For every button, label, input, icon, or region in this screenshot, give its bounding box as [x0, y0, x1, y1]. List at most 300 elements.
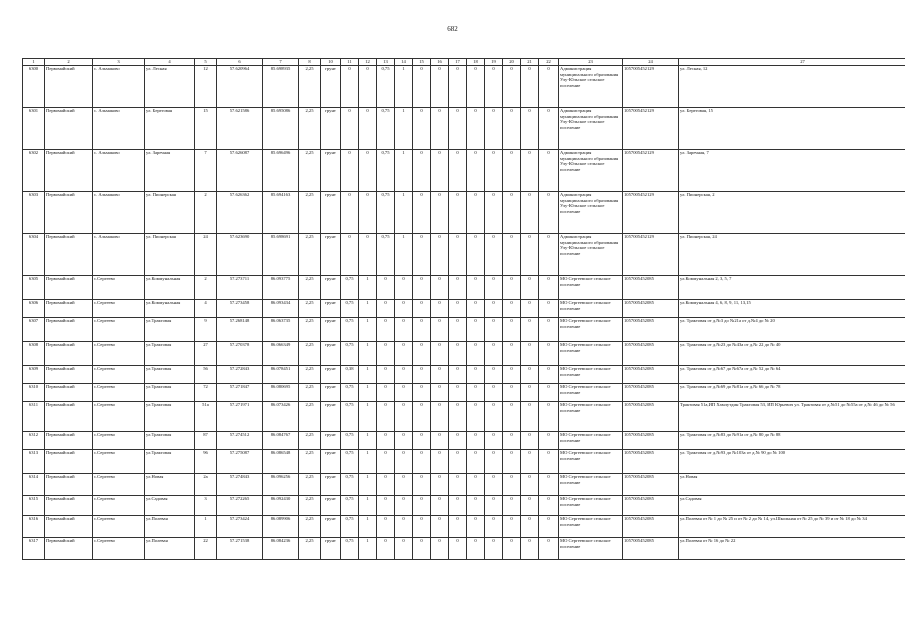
table-cell: с. Альмаково	[93, 108, 145, 150]
table-cell: 1	[195, 516, 217, 538]
table-cell: с.Сергеево	[93, 432, 145, 450]
table-cell: 0	[485, 538, 503, 560]
table-cell: 87	[195, 432, 217, 450]
table-cell: 0	[521, 234, 539, 276]
table-cell: 0	[413, 342, 431, 366]
table-cell: 86.096256	[263, 474, 299, 496]
table-cell: грунт	[321, 496, 341, 516]
table-cell: МО Сергеевское сельское поселение	[559, 300, 623, 318]
table-cell: 0	[449, 432, 467, 450]
table-cell: 0	[521, 108, 539, 150]
table-row	[23, 300, 905, 318]
table-cell: 0	[413, 66, 431, 108]
table-cell: грунт	[321, 318, 341, 342]
table-cell: 0	[449, 108, 467, 150]
table-cell: Администрация муниципального образования Улу-Юльское сельское поселение	[559, 234, 623, 276]
table-cell: 57.270378	[217, 342, 263, 366]
table-cell: 86.084236	[263, 538, 299, 560]
table-cell: Первомайский	[45, 108, 93, 150]
table-cell: 0	[467, 384, 485, 402]
table-cell: с.Сергеево	[93, 516, 145, 538]
table-cell: 0,75	[341, 450, 359, 474]
table-cell: 57.623690	[217, 234, 263, 276]
table-cell: 0	[449, 234, 467, 276]
table-cell: 57.273458	[217, 300, 263, 318]
table-cell: с.Сергеево	[93, 450, 145, 474]
table-cell: Трактовая 51а,ИП Хамлутдин Трактовая 53, ИП Юрьевич ул. Трактовая от д.№51 до №55а от д.№ 46 до № 56	[679, 402, 905, 432]
table-cell: 0	[485, 192, 503, 234]
table-cell: 0	[539, 516, 559, 538]
table-cell: 0	[395, 474, 413, 496]
table-cell: с. Альмаково	[93, 192, 145, 234]
table-cell: 57.626362	[217, 192, 263, 234]
table-cell: 7	[195, 150, 217, 192]
table-cell: 0	[467, 450, 485, 474]
table-cell: 0	[359, 192, 377, 234]
table-cell: ул. Трактовая от д.№67 до №67а от д.№ 52 до № 64	[679, 366, 905, 384]
table-cell: 0	[377, 432, 395, 450]
table-cell: Администрация муниципального образования Улу-Юльское сельское поселение	[559, 108, 623, 150]
table-row	[23, 384, 905, 402]
table-cell: ул.Трактовая	[145, 342, 195, 366]
table-cell: 0	[539, 150, 559, 192]
table-cell: 57.272265	[217, 496, 263, 516]
table-cell: 0	[539, 450, 559, 474]
table-cell: 0	[521, 276, 539, 300]
table-cell: 0	[503, 108, 521, 150]
table-cell: 56	[195, 366, 217, 384]
table-cell: 0	[395, 402, 413, 432]
table-cell: 0	[521, 402, 539, 432]
table-cell: 0	[485, 384, 503, 402]
table-cell: Первомайский	[45, 516, 93, 538]
table-cell: 0	[539, 234, 559, 276]
table-cell: 0	[485, 66, 503, 108]
table-cell: 1	[359, 300, 377, 318]
table-cell: 0	[521, 66, 539, 108]
table-cell: Первомайский	[45, 402, 93, 432]
table-cell: 0	[377, 276, 395, 300]
column-number: 24	[623, 59, 679, 66]
table-cell: 86.084767	[263, 432, 299, 450]
table-cell: 1057005452085	[623, 366, 679, 384]
table-cell: 6301	[23, 108, 45, 150]
table-cell: 86.080695	[263, 384, 299, 402]
table-cell: 0	[521, 366, 539, 384]
table-cell: 0	[341, 108, 359, 150]
table-cell: 0	[413, 366, 431, 384]
table-cell: 2,25	[299, 276, 321, 300]
table-cell: 0	[539, 192, 559, 234]
table-cell: 12	[195, 66, 217, 108]
table-cell: 2,25	[299, 496, 321, 516]
column-number: 12	[359, 59, 377, 66]
table-cell: ул. Лесная, 12	[679, 66, 905, 108]
table-cell: 0	[503, 384, 521, 402]
table-row	[23, 150, 905, 192]
table-cell: 3	[195, 496, 217, 516]
table-cell: с.Сергеево	[93, 276, 145, 300]
table-cell: 0	[413, 150, 431, 192]
table-cell: с. Альмаково	[93, 150, 145, 192]
table-cell: 0	[485, 318, 503, 342]
table-cell: 0	[467, 432, 485, 450]
table-cell: 6300	[23, 66, 45, 108]
table-cell: 0	[377, 366, 395, 384]
table-row	[23, 234, 905, 276]
table-cell: 0	[467, 342, 485, 366]
column-number: 18	[467, 59, 485, 66]
table-cell: 0,75	[377, 108, 395, 150]
table-cell: ул. Пионерская	[145, 192, 195, 234]
table-cell: ул.Полевая	[145, 516, 195, 538]
column-number: 14	[395, 59, 413, 66]
table-cell: 0	[485, 432, 503, 450]
table-cell: грунт	[321, 150, 341, 192]
table-cell: 6309	[23, 366, 45, 384]
table-cell: грунт	[321, 300, 341, 318]
table-cell: ул.Полевая от № 1 до № 25 и от № 2 до № 14, ул.Школьная от № 25 до № 39 и от № 18 до № 34	[679, 516, 905, 538]
table-cell: 57.621586	[217, 108, 263, 150]
column-number: 27	[679, 59, 905, 66]
table-cell: МО Сергеевское сельское поселение	[559, 318, 623, 342]
table-cell: 0	[503, 300, 521, 318]
table-cell: 1	[395, 66, 413, 108]
table-cell: 2,25	[299, 318, 321, 342]
table-cell: ул.Новая	[679, 474, 905, 496]
table-cell: 57.274843	[217, 474, 263, 496]
table-cell: 0	[539, 108, 559, 150]
table-cell: 1057005452085	[623, 432, 679, 450]
table-cell: 0	[341, 192, 359, 234]
table-cell: 1	[359, 318, 377, 342]
table-cell: 0	[431, 108, 449, 150]
table-cell: 0	[449, 402, 467, 432]
table-cell: 0	[431, 342, 449, 366]
table-row	[23, 450, 905, 474]
table-cell: 6307	[23, 318, 45, 342]
table-cell: 1057005452085	[623, 402, 679, 432]
table-cell: МО Сергеевское сельское поселение	[559, 496, 623, 516]
table-cell: 0	[431, 474, 449, 496]
table-cell: 0	[539, 432, 559, 450]
table-cell: Первомайский	[45, 342, 93, 366]
table-cell: 1	[395, 234, 413, 276]
table-cell: 0	[521, 432, 539, 450]
table-cell: ул.Полевая от № 16 до № 22	[679, 538, 905, 560]
table-cell: 57.271538	[217, 538, 263, 560]
table-cell: 0	[413, 450, 431, 474]
table-cell: 0	[395, 366, 413, 384]
table-cell: 2,25	[299, 402, 321, 432]
table-cell: 0	[449, 474, 467, 496]
table-cell: 0,75	[341, 538, 359, 560]
table-cell: ул. Трактовая от д.№23 до №43а от д.№ 22 до № 40	[679, 342, 905, 366]
table-cell: 6314	[23, 474, 45, 496]
table-cell: 2,25	[299, 474, 321, 496]
table-cell: Первомайский	[45, 366, 93, 384]
table-cell: 1057005452129	[623, 192, 679, 234]
table-cell: 0	[503, 342, 521, 366]
table-row	[23, 496, 905, 516]
table-cell: 0	[467, 402, 485, 432]
table-cell: 51а	[195, 402, 217, 432]
table-cell: 0	[485, 150, 503, 192]
table-cell: 86.093775	[263, 276, 299, 300]
table-cell: 0	[503, 538, 521, 560]
table-cell: 0,75	[341, 300, 359, 318]
table-cell: грунт	[321, 234, 341, 276]
table-cell: 0	[503, 66, 521, 108]
table-cell: 0	[431, 234, 449, 276]
table-cell: 2	[195, 192, 217, 234]
table-cell: 0	[449, 342, 467, 366]
table-cell: ул. Пионерская, 24	[679, 234, 905, 276]
table-cell: 0	[413, 516, 431, 538]
table-cell: 0	[503, 150, 521, 192]
table-cell: 6308	[23, 342, 45, 366]
table-cell: 0	[377, 516, 395, 538]
table-cell: 0	[413, 432, 431, 450]
table-cell: 1	[395, 150, 413, 192]
registry-table	[22, 58, 905, 560]
table-cell: грунт	[321, 432, 341, 450]
table-cell: 0,38	[341, 366, 359, 384]
table-cell: Первомайский	[45, 192, 93, 234]
column-number: 5	[195, 59, 217, 66]
table-cell: Первомайский	[45, 234, 93, 276]
column-number: 2	[45, 59, 93, 66]
table-cell: 0	[413, 384, 431, 402]
table-cell: ул.Трактовая	[145, 450, 195, 474]
table-cell: ул.Трактовая	[145, 318, 195, 342]
table-cell: 1	[359, 342, 377, 366]
table-cell: 2,25	[299, 108, 321, 150]
table-cell: 0	[485, 276, 503, 300]
table-cell: ул. Трактовая от д.№93 до №103а от д.№ 90 до № 100	[679, 450, 905, 474]
table-cell: 1057005452129	[623, 150, 679, 192]
table-cell: ул. Береговая, 15	[679, 108, 905, 150]
table-cell: 0	[413, 108, 431, 150]
table-cell: ул.Полевая	[145, 538, 195, 560]
column-number: 8	[299, 59, 321, 66]
table-cell: 0	[467, 234, 485, 276]
table-cell: 1057005452085	[623, 474, 679, 496]
table-cell: 1057005452085	[623, 450, 679, 474]
table-row	[23, 108, 905, 150]
table-cell: 0	[431, 276, 449, 300]
table-cell: 0,75	[341, 384, 359, 402]
column-number-row	[23, 59, 905, 66]
table-cell: 0	[377, 538, 395, 560]
table-cell: 86.093434	[263, 300, 299, 318]
table-cell: Первомайский	[45, 496, 93, 516]
column-number: 21	[521, 59, 539, 66]
table-cell: 0	[395, 450, 413, 474]
table-cell: 2	[195, 276, 217, 300]
table-cell: ул. Береговая	[145, 108, 195, 150]
table-cell: 0	[431, 318, 449, 342]
table-cell: МО Сергеевское сельское поселение	[559, 450, 623, 474]
table-cell: 0	[413, 538, 431, 560]
table-cell: с.Сергеево	[93, 342, 145, 366]
table-cell: Администрация муниципального образования Улу-Юльское сельское поселение	[559, 192, 623, 234]
table-row	[23, 402, 905, 432]
table-cell: 0	[539, 496, 559, 516]
table-cell: Первомайский	[45, 150, 93, 192]
table-cell: ул.Коммунальная	[145, 276, 195, 300]
table-cell: Первомайский	[45, 276, 93, 300]
table-cell: 2,25	[299, 342, 321, 366]
table-cell: 57.274512	[217, 432, 263, 450]
table-cell: 0	[431, 300, 449, 318]
table-cell: 0	[341, 66, 359, 108]
table-cell: Первомайский	[45, 66, 93, 108]
table-cell: ул. Заречная	[145, 150, 195, 192]
table-cell: 1	[359, 474, 377, 496]
table-row	[23, 276, 905, 300]
table-cell: 1	[359, 538, 377, 560]
table-cell: 0	[521, 192, 539, 234]
table-cell: 0	[449, 516, 467, 538]
table-cell: грунт	[321, 192, 341, 234]
table-cell: 0	[539, 384, 559, 402]
table-row	[23, 474, 905, 496]
table-cell: 0	[449, 366, 467, 384]
table-cell: 0	[431, 150, 449, 192]
table-cell: 0	[521, 318, 539, 342]
table-cell: 0,75	[377, 66, 395, 108]
table-cell: 0	[431, 496, 449, 516]
column-number: 1	[23, 59, 45, 66]
table-cell: 2,25	[299, 538, 321, 560]
column-number: 19	[485, 59, 503, 66]
table-cell: 2,25	[299, 300, 321, 318]
table-cell: 6317	[23, 538, 45, 560]
table-cell: 6312	[23, 432, 45, 450]
table-cell: 57.272843	[217, 366, 263, 384]
table-cell: 27	[195, 342, 217, 366]
table-cell: грунт	[321, 538, 341, 560]
table-cell: 0	[485, 108, 503, 150]
table-cell: ул. Трактовая от д.№83 до №91а от д.№ 80 до № 88	[679, 432, 905, 450]
table-cell: 0	[395, 496, 413, 516]
column-number: 22	[539, 59, 559, 66]
table-cell: 24	[195, 234, 217, 276]
table-cell: 0	[467, 300, 485, 318]
table-cell: 0	[503, 402, 521, 432]
table-cell: 0	[413, 318, 431, 342]
table-cell: 1	[395, 108, 413, 150]
table-cell: 0,75	[341, 432, 359, 450]
table-cell: 0	[521, 384, 539, 402]
table-cell: 0	[521, 450, 539, 474]
table-cell: МО Сергеевское сельское поселение	[559, 342, 623, 366]
table-cell: 2,25	[299, 516, 321, 538]
table-cell: 0	[467, 516, 485, 538]
table-cell: 0	[503, 516, 521, 538]
table-cell: 0	[413, 300, 431, 318]
table-cell: 0	[377, 384, 395, 402]
column-number: 4	[145, 59, 195, 66]
table-cell: 57.273711	[217, 276, 263, 300]
table-cell: 2,25	[299, 192, 321, 234]
table-cell: 0	[431, 384, 449, 402]
table-cell: 0	[521, 342, 539, 366]
table-cell: 0	[539, 318, 559, 342]
table-cell: ул.Трактовая	[145, 402, 195, 432]
table-cell: грунт	[321, 474, 341, 496]
table-cell: 0	[503, 474, 521, 496]
table-cell: 0	[431, 402, 449, 432]
table-cell: 0	[521, 300, 539, 318]
table-cell: грунт	[321, 366, 341, 384]
column-number: 3	[93, 59, 145, 66]
table-cell: ул.Трактовая	[145, 432, 195, 450]
column-number: 10	[321, 59, 341, 66]
table-cell: с.Сергеево	[93, 318, 145, 342]
table-cell: 0,75	[377, 150, 395, 192]
column-number: 13	[377, 59, 395, 66]
table-cell: 57.271971	[217, 402, 263, 432]
table-cell: 0,75	[341, 516, 359, 538]
table-cell: 0	[413, 234, 431, 276]
table-cell: Первомайский	[45, 450, 93, 474]
table-cell: 0	[377, 402, 395, 432]
table-cell: МО Сергеевское сельское поселение	[559, 402, 623, 432]
table-cell: 57.275087	[217, 450, 263, 474]
table-cell: 0	[485, 234, 503, 276]
table-cell: грунт	[321, 66, 341, 108]
table-cell: 0	[449, 538, 467, 560]
table-cell: 6302	[23, 150, 45, 192]
table-cell: 0	[467, 318, 485, 342]
table-cell: 0	[539, 474, 559, 496]
table-cell: 0	[539, 342, 559, 366]
table-cell: 0	[413, 402, 431, 432]
table-cell: 0	[395, 516, 413, 538]
table-cell: 6310	[23, 384, 45, 402]
table-cell: 0	[485, 300, 503, 318]
table-cell: 0	[395, 318, 413, 342]
table-cell: МО Сергеевское сельское поселение	[559, 432, 623, 450]
table-cell: 57.273424	[217, 516, 263, 538]
table-cell: 0	[449, 150, 467, 192]
table-cell: 0	[395, 300, 413, 318]
table-cell: 2,25	[299, 366, 321, 384]
table-cell: 0	[539, 402, 559, 432]
table-cell: 0	[377, 474, 395, 496]
table-cell: 86.092430	[263, 496, 299, 516]
table-cell: 85.694163	[263, 192, 299, 234]
table-cell: 1	[359, 402, 377, 432]
table-cell: 0,75	[341, 276, 359, 300]
table-cell: Первомайский	[45, 384, 93, 402]
table-cell: 72	[195, 384, 217, 402]
table-cell: 0	[413, 276, 431, 300]
table-cell: 0	[539, 366, 559, 384]
table-cell: 1057005452085	[623, 300, 679, 318]
table-cell: 0	[359, 234, 377, 276]
table-cell: 1057005452129	[623, 108, 679, 150]
table-cell: 0	[449, 300, 467, 318]
table-cell: ул. Заречная, 7	[679, 150, 905, 192]
table-cell: 2,25	[299, 432, 321, 450]
table-cell: 0,75	[377, 234, 395, 276]
table-cell: 0	[485, 342, 503, 366]
table-cell: 86.073426	[263, 402, 299, 432]
table-cell: Администрация муниципального образования Улу-Юльское сельское поселение	[559, 66, 623, 108]
